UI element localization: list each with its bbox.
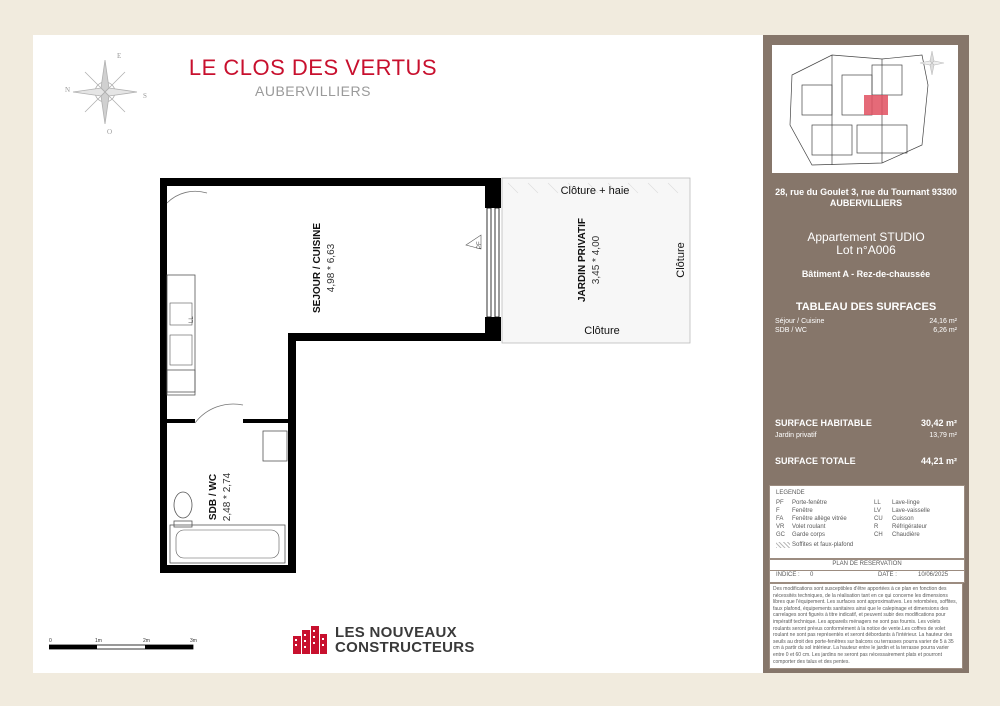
sejour-dims: 4,98 * 6,63	[326, 243, 337, 293]
surfaces-table-title: TABLEAU DES SURFACES	[795, 301, 937, 313]
soffites-swatch	[776, 542, 790, 548]
habitable-value: 30,42 m²	[920, 418, 957, 428]
building-level: Bâtiment A - Rez-de-chaussée	[801, 269, 931, 279]
legend-title: LEGENDE	[776, 490, 805, 496]
logo-line1: LES NOUVEAUX	[335, 624, 457, 641]
cloture-right: Clôture	[675, 242, 687, 278]
soffites-text: Soffites et faux-plafond	[792, 542, 854, 548]
scale-2m: 2m	[143, 638, 150, 644]
apartment-type: Appartement STUDIO	[807, 230, 925, 244]
legend-item-text: Réfrigérateur	[892, 524, 928, 530]
surface-totale-row	[775, 456, 957, 466]
pf-label: PF	[477, 241, 483, 249]
reservation-title: PLAN DE RESERVATION	[832, 561, 902, 567]
plan-sheet	[33, 35, 969, 673]
legend-item: LL	[874, 500, 881, 506]
scale-0: 0	[49, 638, 52, 644]
jardin-name: JARDIN PRIVATIF	[577, 217, 588, 303]
bathtub	[170, 525, 285, 563]
surface-row	[775, 318, 957, 325]
legend-box	[769, 485, 965, 559]
totale-label: SURFACE TOTALE	[775, 456, 856, 466]
ll-label: LL	[189, 316, 195, 323]
totale-value: 44,21 m²	[920, 456, 957, 466]
legend-item-text: Chaudière	[892, 532, 920, 538]
scale-3m: 3m	[190, 638, 197, 644]
project-title: LE CLOS DES VERTUS	[188, 55, 438, 80]
compass-o: O	[107, 128, 113, 134]
date-label: DATE :	[878, 572, 897, 578]
legend-item: VR	[776, 524, 785, 530]
legend-item-text: Lave-vaisselle	[892, 508, 931, 514]
jardin-label: Jardin privatif	[775, 432, 817, 439]
sink	[263, 431, 287, 461]
legend-item: LV	[874, 508, 881, 514]
jardin-row	[775, 432, 957, 439]
scale-1m: 1m	[95, 638, 102, 644]
apartment-info	[771, 231, 961, 257]
legend-item-text: Porte-fenêtre	[792, 500, 828, 506]
legend-item: PF	[776, 500, 784, 506]
sejour-name: SEJOUR / CUISINE	[312, 222, 323, 314]
legend-item: CH	[874, 532, 883, 538]
legend-item-text: Volet roulant	[792, 524, 826, 530]
jardin-value: 13,79 m²	[929, 432, 957, 439]
toilet	[174, 492, 192, 518]
disclaimer-notes: Des modifications sont susceptibles d'être apportées à ce plan en fonction des nécessités techniques, de la réalisation tant en ce qui concerne les dimensions libres que l'équipement. Les surfaces sont approximatives. Les retombées, soffites, faux plafond, équipements sanitaires ainsi que le calepinage et dimensions des carrelages sont figurés à titre indicatif, et peuvent subir des modifications pour impératif technique. Les appareils ménagers ne sont pas fournis. Les volets roulants seront prévus conformément à la notice de vente.Les coffres de volet roulant ne sont pas représentés et seront débordants à l'intérieur. La hauteur des seuils au droit des porte-fenêtres sur balcons ou terrasses pourra varier de 5 à 35 cm à partir du sol intérieur. La hauteur entre le jardin et la terrasse pourra varier entre 0 et 60 cm. Les jardins ne seront pas nécessairement plats et pourront comporter des talus et des pentes.	[769, 583, 963, 669]
compass-s: S	[143, 92, 147, 100]
legend-item: F	[776, 508, 780, 514]
cloture-haie: Clôture + haie	[560, 185, 630, 197]
logo-line2: CONSTRUCTEURS	[335, 639, 475, 656]
company-logo	[293, 625, 475, 655]
legend-item-text: Lave-linge	[892, 500, 920, 506]
logo-buildings-icon	[293, 626, 327, 654]
sdb-door	[195, 404, 243, 423]
surface-label: SDB / WC	[775, 327, 807, 334]
legend-item: FA	[776, 516, 784, 522]
lot-highlight	[864, 95, 888, 115]
floor-plan	[33, 35, 763, 673]
indice-label: INDICE :	[776, 572, 800, 578]
cloture-bottom: Clôture	[584, 325, 620, 337]
compass-n: N	[65, 86, 71, 94]
entry-door	[167, 191, 207, 203]
compass-e: E	[117, 52, 122, 60]
legend-item: GC	[776, 532, 785, 538]
legend-item-text: Fenêtre	[792, 508, 813, 514]
legend-item: CU	[874, 516, 883, 522]
scale-bar	[49, 635, 219, 657]
info-panel	[763, 35, 969, 673]
location-minimap	[772, 45, 958, 173]
project-city: AUBERVILLIERS	[255, 83, 371, 99]
reservation-box	[769, 559, 965, 583]
surface-row	[775, 327, 957, 334]
legend-item-text: Fenêtre allège vitrée	[792, 516, 847, 522]
jardin-dims: 3,45 * 4,00	[591, 235, 602, 285]
sdb-name: SDB / WC	[208, 473, 219, 521]
legend-item-text: Cuisson	[892, 516, 914, 522]
address: 28, rue du Goulet 3, rue du Tournant 93300 AUBERVILLIERS	[775, 187, 957, 208]
date-value: 10/06/2025	[918, 572, 949, 578]
legend-item: R	[874, 524, 879, 530]
surface-habitable-row	[775, 418, 957, 428]
porte-fenetre	[487, 208, 491, 317]
lot-number: Lot n°A006	[836, 243, 896, 257]
surface-value: 6,26 m²	[933, 327, 957, 334]
habitable-label: SURFACE HABITABLE	[775, 418, 872, 428]
indice-value: 0	[810, 572, 814, 578]
sdb-dims: 2,48 * 2,74	[222, 472, 233, 522]
legend-item-text: Garde corps	[792, 532, 826, 538]
surface-value: 24,16 m²	[929, 318, 957, 325]
surface-label: Séjour / Cuisine	[775, 318, 825, 325]
